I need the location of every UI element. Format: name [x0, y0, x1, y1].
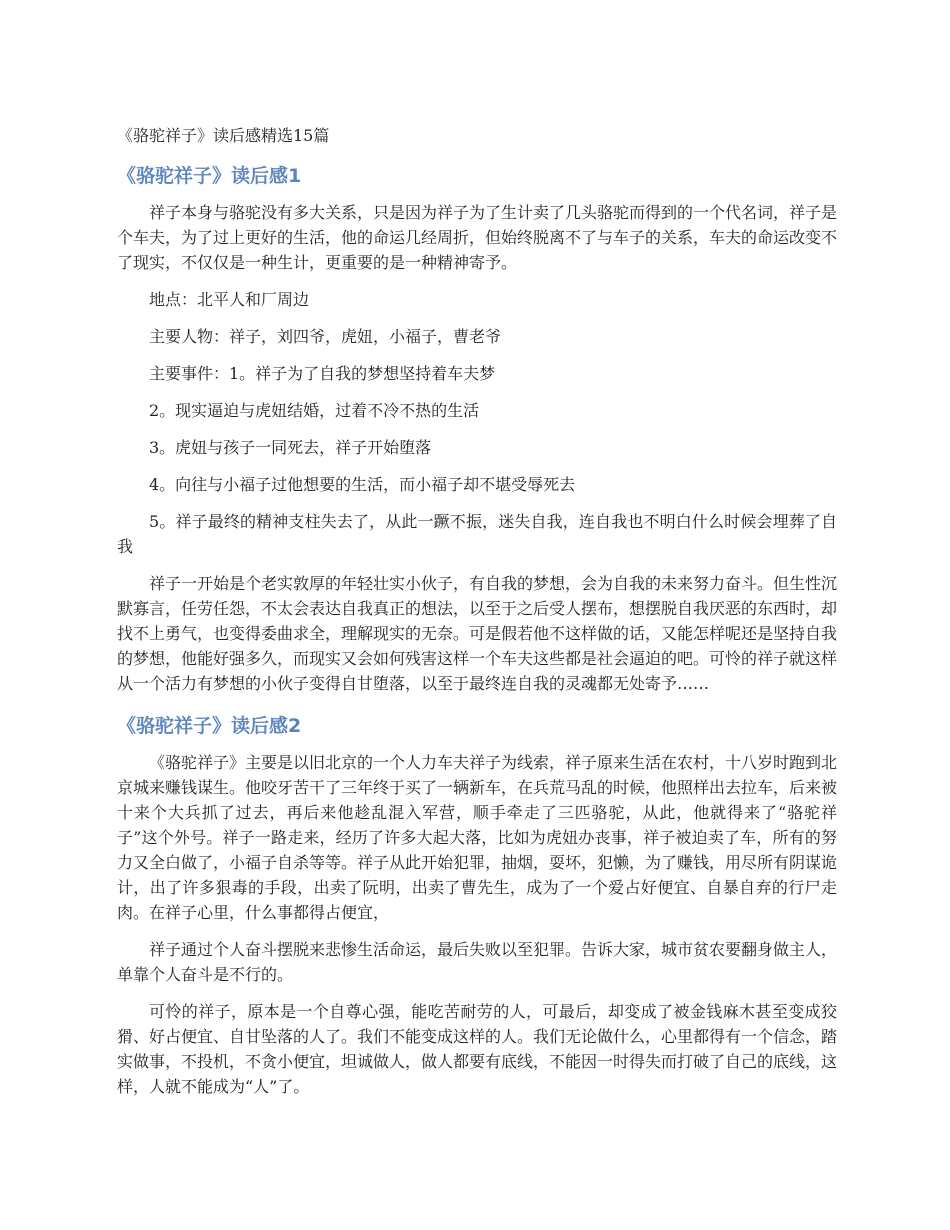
document-title: 《骆驼祥子》读后感精选15篇 — [117, 126, 330, 145]
paragraph: 主要事件：1。祥子为了自我的梦想坚持着车夫梦 — [149, 364, 496, 383]
paragraph: 可怜的祥子，原本是一个自尊心强，能吃苦耐劳的人，可最后，却变成了被金钱麻木甚至变成狡猾、好占便宜、自甘坠落的人了。我们不能变成这样的人。我们无论做什么，心里都得有一个信念，踏实做事，不投机，不贪小便宜，坦诚做人，做人都要有底线，不能因一时得失而打破了自己的底线，这样，人就不能成为“人”了。 — [117, 1002, 838, 1096]
section-heading: 《骆驼祥子》读后感1 — [117, 165, 302, 187]
paragraph: 主要人物：祥子，刘四爷，虎妞，小福子，曹老爷 — [149, 327, 502, 346]
paragraph: 2。现实逼迫与虎妞结婚，过着不冷不热的生活 — [149, 401, 480, 420]
document-page — [117, 124, 837, 1111]
section-heading: 《骆驼祥子》读后感2 — [117, 715, 302, 737]
paragraph: 3。虎妞与孩子一同死去，祥子开始堕落 — [149, 438, 432, 457]
paragraph: 地点：北平人和厂周边 — [149, 290, 310, 309]
section-1 — [117, 162, 837, 696]
paragraph: 祥子一开始是个老实敦厚的年轻壮实小伙子，有自我的梦想，会为自我的未来努力奋斗。但生性沉默寡言，任劳任怨，不太会表达自我真正的想法，以至于之后受人摆布，想摆脱自我厌恶的东西时，却找不上勇气，也变得委曲求全，理解现实的无奈。可是假若他不这样做的话，又能怎样呢还是坚持自我的梦想，他能好强多久，而现实又会如何残害这样一个车夫这些都是社会逼迫的吧。可怜的祥子就这样从一个活力有梦想的小伙子变得自甘堕落，以至于最终连自我的灵魂都无处寄予…… — [117, 574, 838, 693]
paragraph: 4。向往与小福子过他想要的生活，而小福子却不堪受辱死去 — [149, 475, 576, 494]
paragraph: 祥子本身与骆驼没有多大关系，只是因为祥子为了生计卖了几头骆驼而得到的一个代名词，祥子是个车夫，为了过上更好的生活，他的命运几经周折，但始终脱离不了与车子的关系，车夫的命运改变不了现实，不仅仅是一种生计，更重要的是一种精神寄予。 — [117, 203, 838, 272]
paragraph: 祥子通过个人奋斗摆脱来悲惨生活命运，最后失败以至犯罪。告诉大家，城市贫农要翻身做主人，单靠个人奋斗是不行的。 — [117, 940, 838, 984]
section-2 — [117, 712, 837, 1099]
paragraph: 《骆驼祥子》主要是以旧北京的一个人力车夫祥子为线索，祥子原来生活在农村，十八岁时跑到北京城来赚钱谋生。他咬牙苦干了三年终于买了一辆新车，在兵荒马乱的时候，他照样出去拉车，后来被十来个大兵抓了过去，再后来他趁乱混入军营，顺手牵走了三匹骆驼，从此，他就得来了“骆驼祥子”这个外号。祥子一路走来，经历了许多大起大落，比如为虎妞办丧事，祥子被迫卖了车，所有的努力又全白做了，小福子自杀等等。祥子从此开始犯罪，抽烟，耍坏，犯懒，为了赚钱，用尽所有阴谋诡计，出了许多狠毒的手段，出卖了阮明，出卖了曹先生，成为了一个爱占好便宜、自暴自弃的行尸走肉。在祥子心里，什么事都得占便宜， — [117, 753, 838, 922]
paragraph: 5。祥子最终的精神支柱失去了，从此一蹶不振，迷失自我，连自我也不明白什么时候会埋葬了自我 — [117, 512, 837, 556]
